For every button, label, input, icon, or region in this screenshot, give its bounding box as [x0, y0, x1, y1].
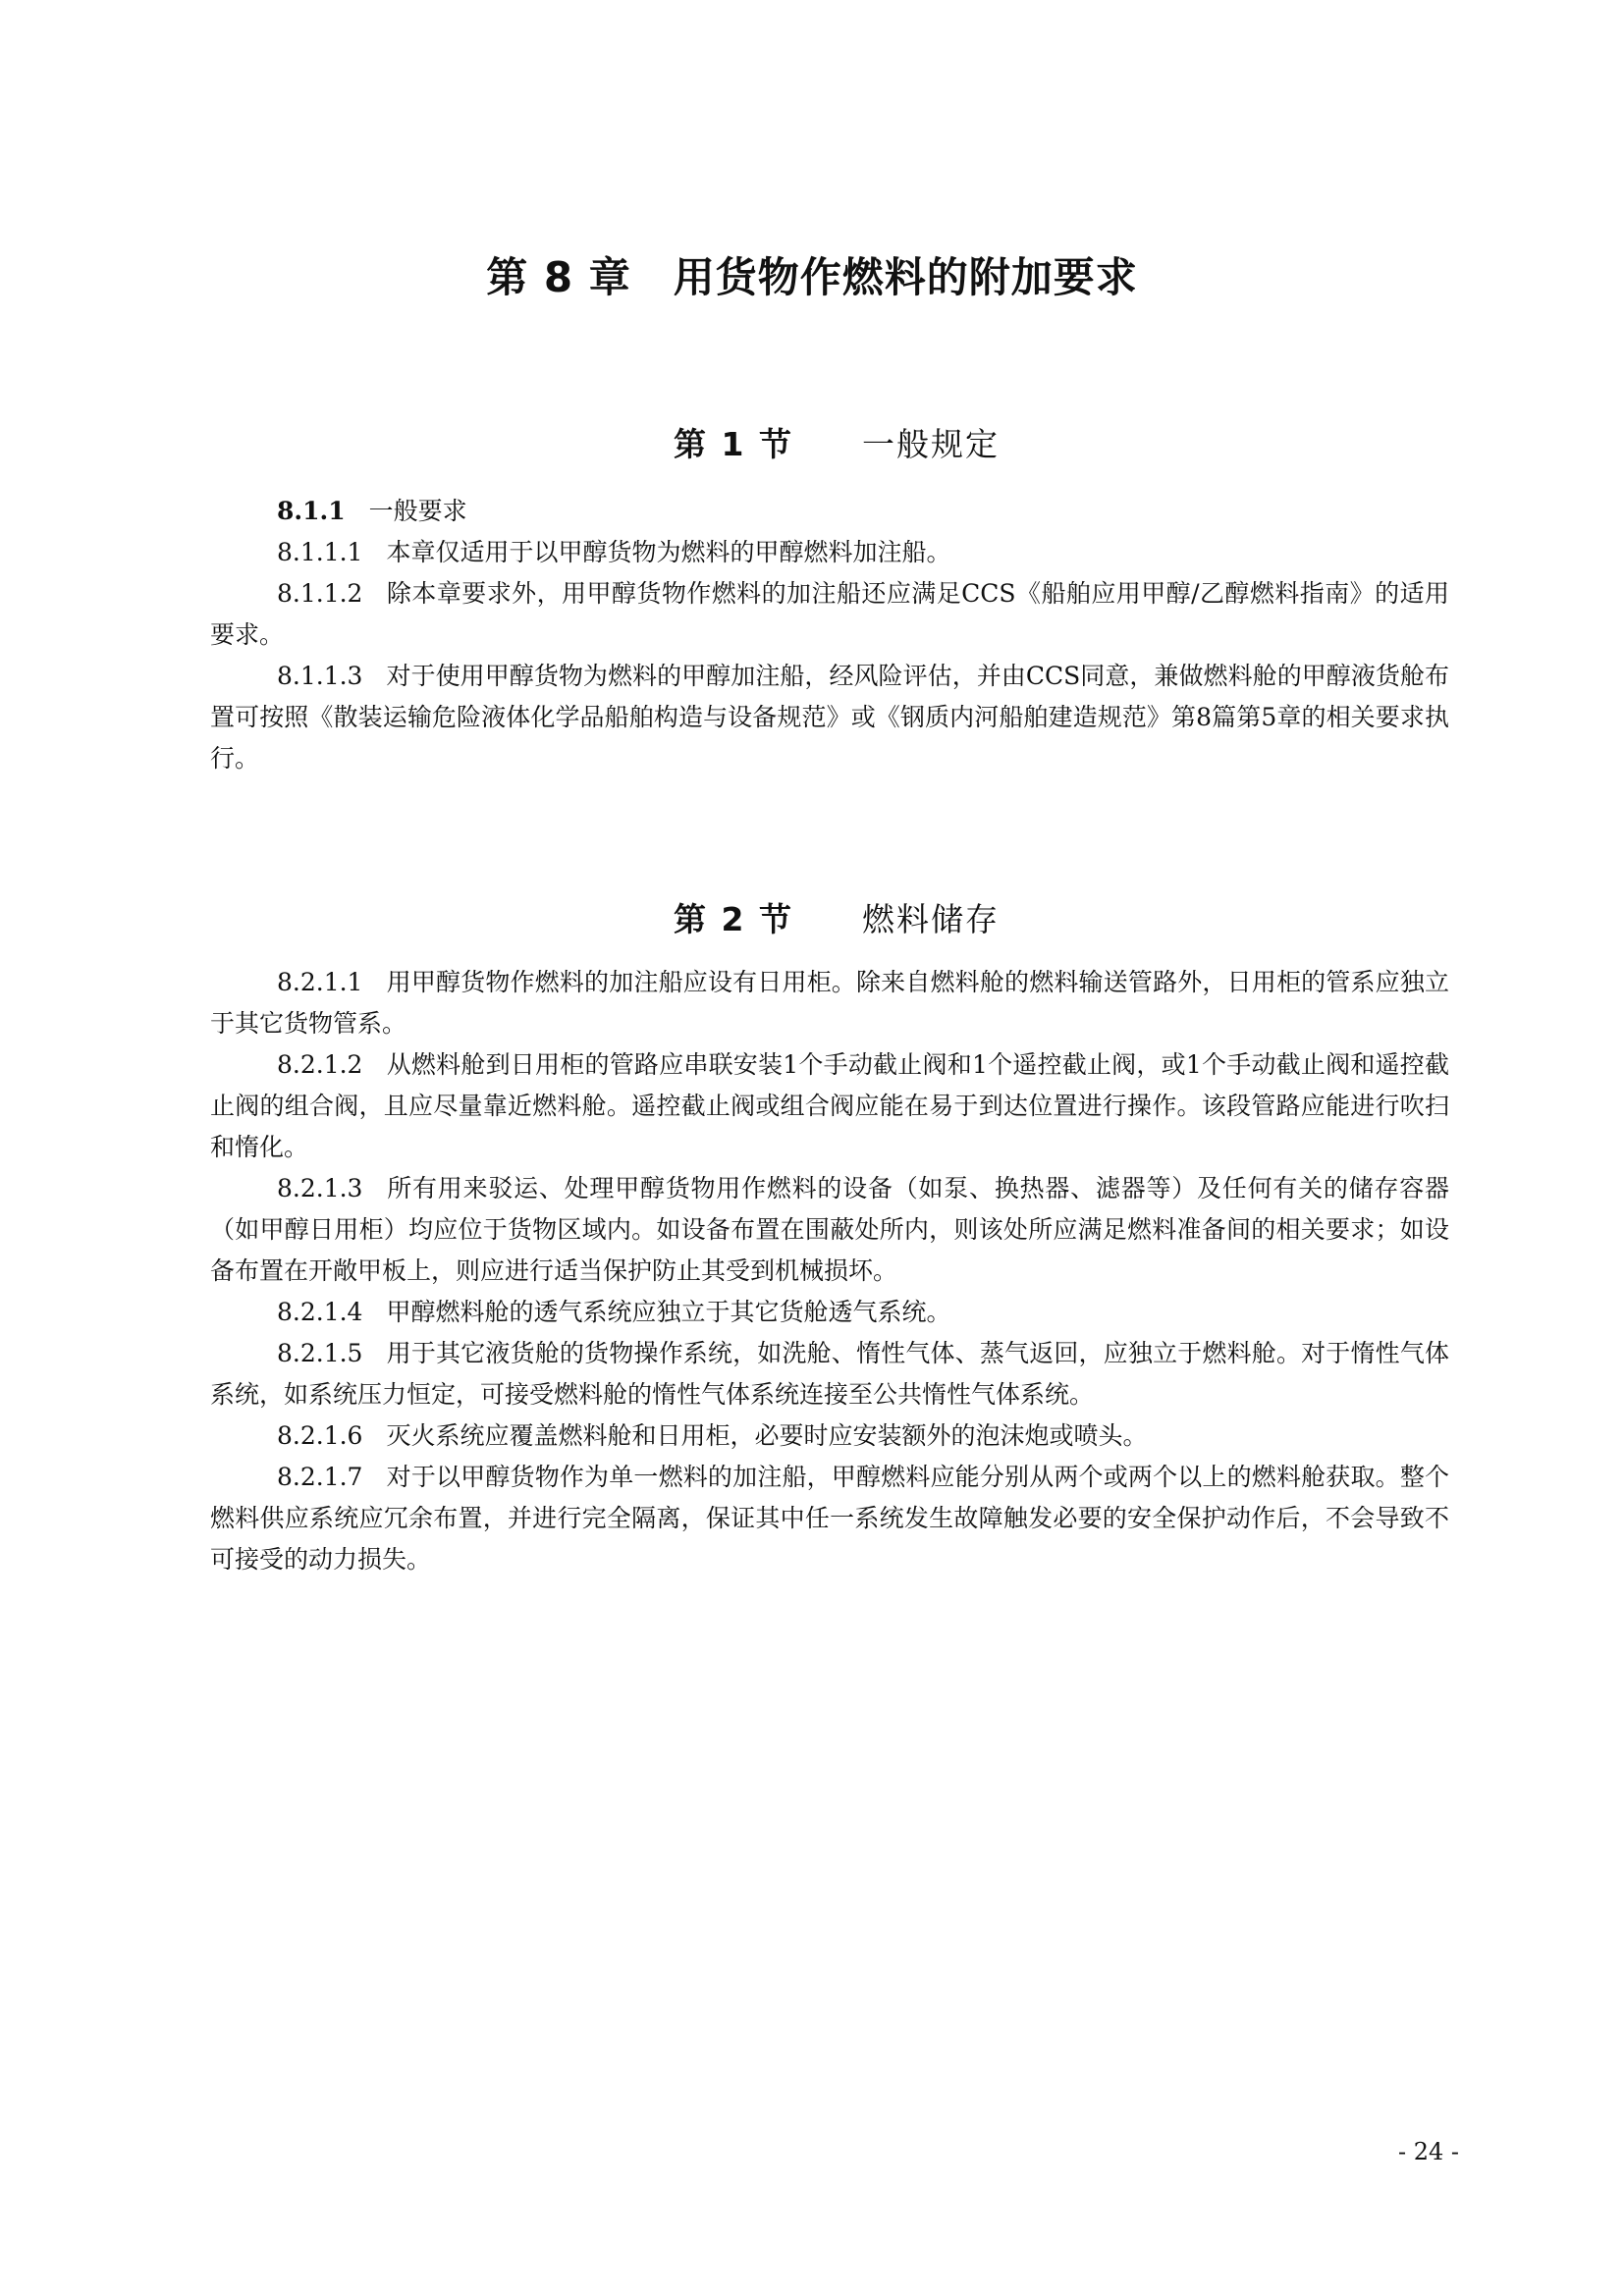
section-1-name: 一般规定: [861, 425, 1000, 463]
chapter-title: 第 8 章 用货物作燃料的附加要求: [486, 253, 1138, 301]
clause-text: 所有用来驳运、处理甲醇货物用作燃料的设备（如泵、换热器、滤器等）及任何有关的储存容器（如甲醇日用柜）均应位于货物区域内。如设备布置在围蔽处所内，则该处所应满足燃料准备间的相关要求；如设备布置在开敞甲板上，则应进行适当保护防止其受到机械损坏。: [210, 1174, 1449, 1285]
clause-8-2-1-1: [210, 962, 1449, 1044]
clause-number: 8.2.1.5: [277, 1339, 363, 1367]
clause-number: 8.1.1.2: [277, 579, 363, 608]
clause-number: 8.1.1.1: [277, 538, 363, 566]
clause-text: 用甲醇货物作燃料的加注船应设有日用柜。除来自燃料舱的燃料输送管路外，日用柜的管系应独立于其它货物管系。: [210, 968, 1449, 1038]
clause-number: 8.2.1.1: [277, 968, 363, 996]
clause-8-2-1-7: [210, 1457, 1449, 1580]
clause-8-1-1-2: [210, 573, 1449, 656]
clause-number: 8.1.1: [277, 497, 346, 525]
clause-text: 除本章要求外，用甲醇货物作燃料的加注船还应满足CCS《船舶应用甲醇/乙醇燃料指南》的适用要求。: [210, 579, 1449, 649]
clause-number: 8.2.1.3: [277, 1174, 363, 1202]
page-number: - 24 -: [1397, 2138, 1459, 2165]
section-1-number: 第 1 节: [674, 425, 793, 463]
clause-8-2-1-6: [210, 1415, 1449, 1457]
clause-number: 8.2.1.7: [277, 1463, 363, 1491]
clause-text: 一般要求: [368, 497, 467, 525]
clause-number: 8.2.1.6: [277, 1421, 363, 1450]
clause-text: 用于其它液货舱的货物操作系统，如洗舱、惰性气体、蒸气返回，应独立于燃料舱。对于惰性气体系统，如系统压力恒定，可接受燃料舱的惰性气体系统连接至公共惰性气体系统。: [210, 1339, 1449, 1409]
clause-8-2-1-2: [210, 1044, 1449, 1168]
clause-8-2-1-5: [210, 1333, 1449, 1415]
clause-text: 对于以甲醇货物作为单一燃料的加注船，甲醇燃料应能分别从两个或两个以上的燃料舱获取。整个燃料供应系统应冗余布置，并进行完全隔离，保证其中任一系统发生故障触发必要的安全保护动作后，不会导致不可接受的动力损失。: [210, 1463, 1449, 1574]
clause-8-1-1-3: [210, 656, 1449, 779]
clause-8-2-1-3: [210, 1168, 1449, 1292]
clause-text: 从燃料舱到日用柜的管路应串联安装1个手动截止阀和1个遥控截止阀，或1个手动截止阀和遥控截止阀的组合阀，且应尽量靠近燃料舱。遥控截止阀或组合阀应能在易于到达位置进行操作。该段管路应能进行吹扫和惰化。: [210, 1050, 1449, 1161]
clause-8-2-1-4: [210, 1292, 1449, 1333]
clause-number: 8.2.1.2: [277, 1050, 363, 1079]
section-2-name: 燃料储存: [861, 900, 1000, 938]
clause-text: 本章仅适用于以甲醇货物为燃料的甲醇燃料加注船。: [386, 538, 951, 566]
clause-number: 8.1.1.3: [277, 662, 363, 690]
clause-text: 对于使用甲醇货物为燃料的甲醇加注船，经风险评估，并由CCS同意，兼做燃料舱的甲醇液货舱布置可按照《散装运输危险液体化学品船舶构造与设备规范》或《钢质内河船舶建造规范》第8篇第5章的相关要求执行。: [210, 662, 1449, 773]
section-1-title: [0, 381, 1624, 504]
clause-8-1-1: [210, 491, 1449, 532]
section-2-title: [0, 856, 1624, 979]
section-1-body: [210, 491, 1449, 779]
clause-8-1-1-1: [210, 532, 1449, 573]
clause-text: 甲醇燃料舱的透气系统应独立于其它货舱透气系统。: [386, 1298, 951, 1326]
section-2-body: [210, 962, 1449, 1580]
clause-number: 8.2.1.4: [277, 1298, 363, 1326]
clause-text: 灭火系统应覆盖燃料舱和日用柜，必要时应安装额外的泡沫炮或喷头。: [386, 1421, 1148, 1450]
section-2-number: 第 2 节: [674, 900, 793, 938]
